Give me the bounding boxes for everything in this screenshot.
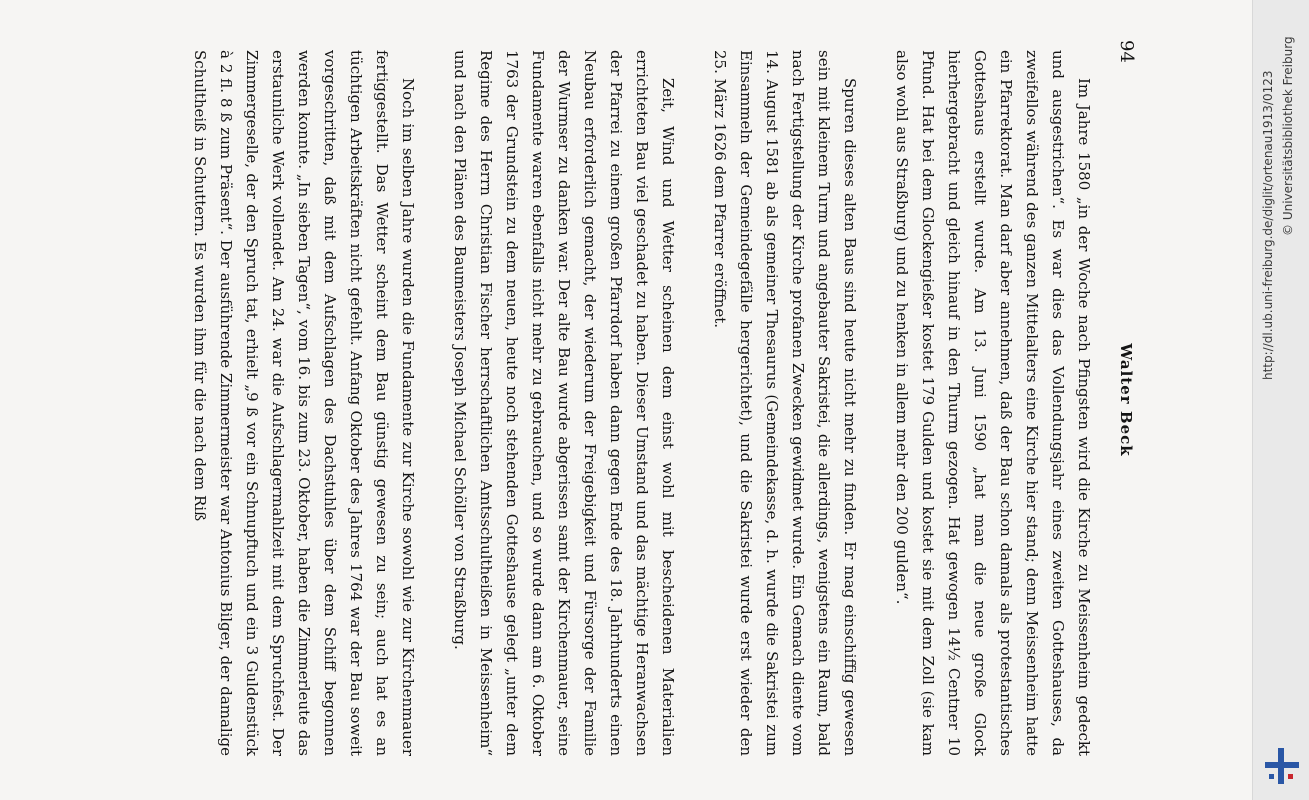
source-url-link[interactable]: http://dl.ub.uni-freiburg.de/diglit/ortenau1913/0123 [1261, 70, 1275, 380]
ub-freiburg-logo-icon [1263, 746, 1301, 786]
page-header [1097, 16, 1145, 784]
page-number: 94 [1116, 40, 1137, 63]
rotated-page-content [77, 16, 1145, 784]
page-body [187, 16, 1097, 784]
running-head: Walter Beck [1117, 343, 1135, 457]
library-sidebar [1252, 0, 1309, 800]
paragraph-2: Spuren dieses alten Baus sind heute nicht mehr zu finden. Er mag einschiffig gewesen sein mit kleinem Turm und angebauter Sakristei, die allerdings, wenigstens ein Raum, bald nach Fertigstellung der Kirche profanen Zwecken gewidmet wurde. Ein Gemach diente vom 14. August 1581 ab als gemeiner Thesaurus (Gemeindekasse, d. h. wurde die Sakristei zum Einsammeln der Gemeindegefälle hergerichtet), und die Sakristei wurde erst wieder den 25. März 1626 dem Pfarrer eröffnet. [711, 50, 859, 756]
paragraph-4: Noch im selben Jahre wurden die Fundamente zur Kirche sowohl wie zur Kirchenmauer fertiggestellt. Das Wetter scheint dem Bau günstig gewesen zu sein; auch hat es an tüchtigen Arbeitskräften nicht gefehlt. Anfang Oktober des Jahres 1764 war der Bau soweit vorgeschritten, daß mit dem Aufschlagen des Dachstuhles über dem Schiff begonnen werden konnte. „In sieben Tagen“, vom 16. bis zum 23. Oktober, haben die Zimmerleute das erstaunliche Werk vollendet. Am 24. war die Aufschlagermahlzeit mit dem Spruchfest. Der Zimmergeselle, der den Spruch tat, erhielt „9 ß vor ein Schnupftuch und ein 3 Guldenstück à 2 fl. 8 ß zum Präsent“. Der ausführende Zimmermeister war Antonius Bilger, der damalige Schultheiß in Schuttern. Es wurden ihm für die nach dem Riß [191, 50, 417, 756]
paragraph-3: Zeit, Wind und Wetter scheinen dem einst wohl mit bescheidenen Materialien errichteten Bau viel geschadet zu haben. Dieser Umstand und das mächtige Heranwachsen der Pfarrei zu einem großen Pfarrdorf haben dann gegen Ende des 18. Jahrhunderts einen Neubau erforderlich gemacht, der wiederum der Freigebigkeit und Fürsorge der Familie der Wurmser zu danken war. Der alte Bau wurde abgerissen samt der Kirchenmauer, seine Fundamente waren ebenfalls nicht mehr zu gebrauchen, und so wurde dann am 6. Oktober 1763 der Grundstein zu dem neuen, heute noch stehenden Gotteshause gelegt „unter dem Regime des Herrn Christian Fischer herrschaftlichen Amtsschultheißen in Meissenheim“ und nach den Plänen des Baumeisters Joseph Michael Schöller von Straßburg. [451, 50, 677, 756]
paragraph-1: Im Jahre 1580 „in der Woche nach Pfingsten wird die Kirche zu Meissenheim gedeckt und ausgestrichen“. Es war dies das Vollendungsjahr eines zweiten Gotteshauses, da zweifellos während des ganzen Mittelalters eine Kirche hier stand; denn Meissenheim hatte ein Pfarrektorat. Man darf aber annehmen, daß der Bau schon damals als protestantisches Gotteshaus erstellt wurde. Am 13. Juni 1590 „hat man die neue große Glock hierhergebracht und gleich hinauf in den Thurm gezogen. Hat gewogen 14½ Centner 10 Pfund. Hat bei dem Glockengießer kostet 179 Gulden und kostet sie mit dem Zoll (sie kam also wohl aus Straßburg) und zu henken in allem mehr den 200 gulden“. [893, 50, 1093, 756]
copyright-notice: © Universitätsbibliothek Freiburg [1281, 36, 1295, 236]
